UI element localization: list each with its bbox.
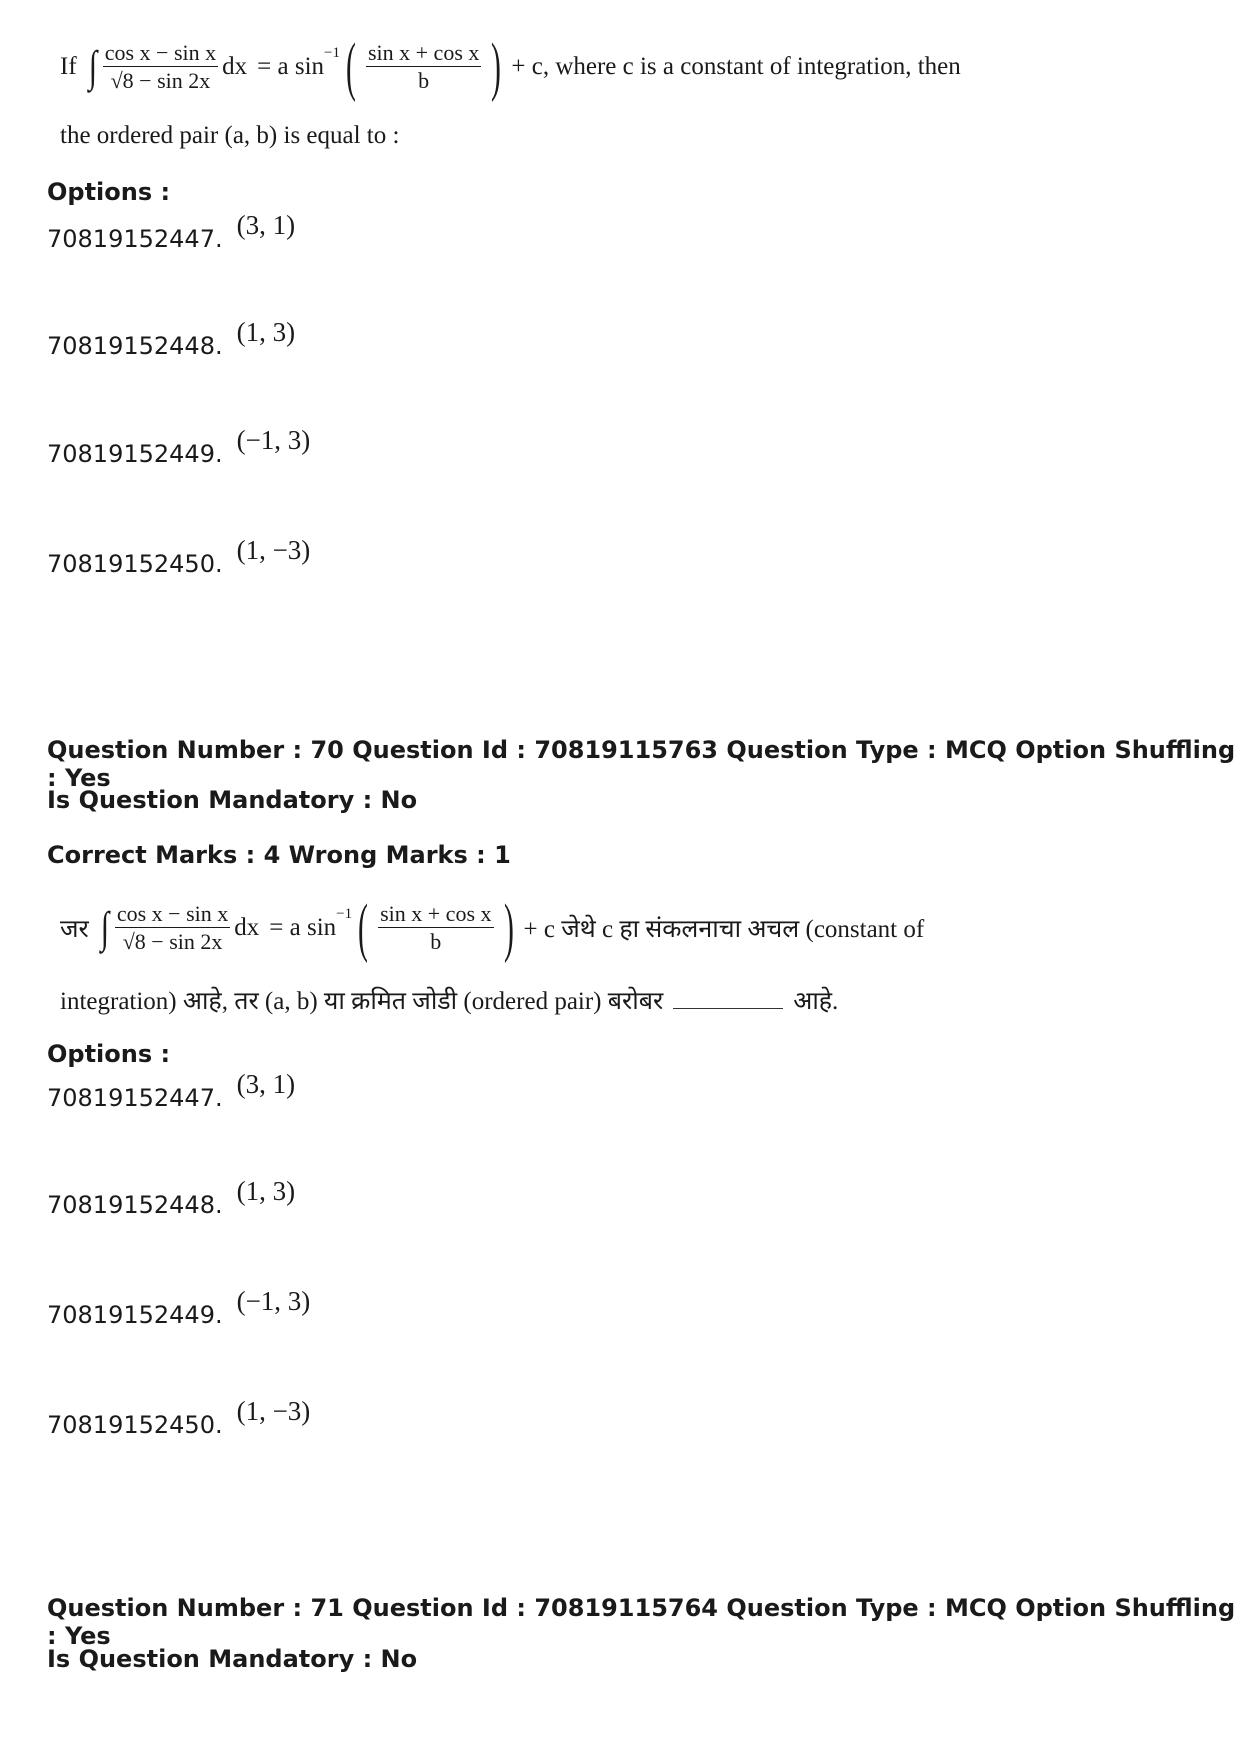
option-id: 70819152447. [47, 225, 223, 253]
rhs-numerator: sin x + cos x [380, 900, 492, 926]
option-row[interactable] [47, 317, 296, 360]
option-row[interactable] [47, 425, 311, 468]
rhs-numerator: sin x + cos x [367, 39, 480, 65]
integrand-denominator: √8 − sin 2x [110, 67, 211, 93]
option-row[interactable] [47, 1069, 296, 1112]
option-id: 70819152450. [47, 550, 223, 578]
option-row[interactable] [47, 210, 296, 253]
option-id: 70819152447. [47, 1084, 223, 1112]
rhs-fraction [378, 901, 493, 956]
question-69-stem-line1 [60, 30, 961, 103]
option-row[interactable] [47, 1286, 311, 1329]
integrand-denominator: √8 − sin 2x [122, 928, 223, 954]
inverse-exponent: −1 [324, 44, 340, 61]
question-70-marks: Correct Marks : 4 Wrong Marks : 1 [47, 841, 511, 869]
question-70-stem-line1 [60, 891, 925, 964]
option-value: (−1, 3) [236, 1286, 311, 1316]
differential: dx [234, 914, 260, 941]
left-paren: ( [346, 30, 356, 103]
question-71-mandatory: Is Question Mandatory : No [47, 1645, 418, 1673]
option-row[interactable] [47, 1176, 296, 1219]
differential: dx [222, 53, 248, 80]
rhs-fraction [366, 40, 481, 95]
stem-line2-end: आहे. [793, 988, 839, 1015]
option-value: (3, 1) [236, 1069, 296, 1099]
option-id: 70819152449. [47, 1301, 223, 1329]
stem-line2-text: integration) आहे, तर (a, b) या क्रमित जोडी (ordered pair) बरोबर [60, 988, 664, 1015]
integral-sign: ∫ [88, 42, 97, 91]
left-paren: ( [358, 891, 369, 964]
option-id: 70819152448. [47, 332, 223, 360]
option-id: 70819152448. [47, 1191, 223, 1219]
question-69-stem-line2: the ordered pair (a, b) is equal to : [60, 122, 400, 149]
option-value: (1, 3) [236, 1176, 296, 1206]
integrand-fraction [115, 901, 230, 956]
option-row[interactable] [47, 1396, 311, 1439]
equals-asin: = a sin [269, 914, 337, 941]
integrand-numerator: cos x − sin x [104, 39, 217, 65]
integrand-fraction [103, 40, 218, 95]
question-70-mandatory: Is Question Mandatory : No [47, 786, 418, 814]
option-row[interactable] [47, 535, 311, 578]
question-71-header: Question Number : 71 Question Id : 70819115764 Question Type : MCQ Option Shuffling : Yes [47, 1594, 1236, 1650]
option-id: 70819152449. [47, 440, 223, 468]
rhs-denominator: b [418, 67, 430, 93]
option-value: (1, −3) [236, 1396, 311, 1426]
stem-suffix: + c जेथे c हा संकलनाचा अचल (constant of [523, 916, 925, 943]
options-label: Options : [47, 1040, 171, 1068]
option-value: (−1, 3) [236, 425, 311, 455]
equals-asin: = a sin [257, 53, 325, 80]
answer-blank [673, 990, 783, 1009]
question-70-stem-line2 [60, 983, 838, 1017]
stem-prefix: जर [60, 916, 89, 943]
option-value: (3, 1) [236, 210, 296, 240]
inverse-exponent: −1 [336, 905, 353, 922]
rhs-denominator: b [430, 928, 442, 954]
options-label: Options : [47, 178, 171, 206]
stem-suffix: + c, where c is a constant of integration, then [511, 53, 961, 80]
right-paren: ) [503, 891, 514, 964]
integrand-numerator: cos x − sin x [116, 900, 229, 926]
option-value: (1, −3) [236, 535, 311, 565]
stem-prefix: If [60, 53, 77, 80]
integral-sign: ∫ [100, 903, 110, 952]
right-paren: ) [491, 30, 502, 103]
question-70-header: Question Number : 70 Question Id : 70819115763 Question Type : MCQ Option Shuffling : Yes [47, 736, 1236, 792]
option-value: (1, 3) [236, 317, 296, 347]
option-id: 70819152450. [47, 1411, 223, 1439]
